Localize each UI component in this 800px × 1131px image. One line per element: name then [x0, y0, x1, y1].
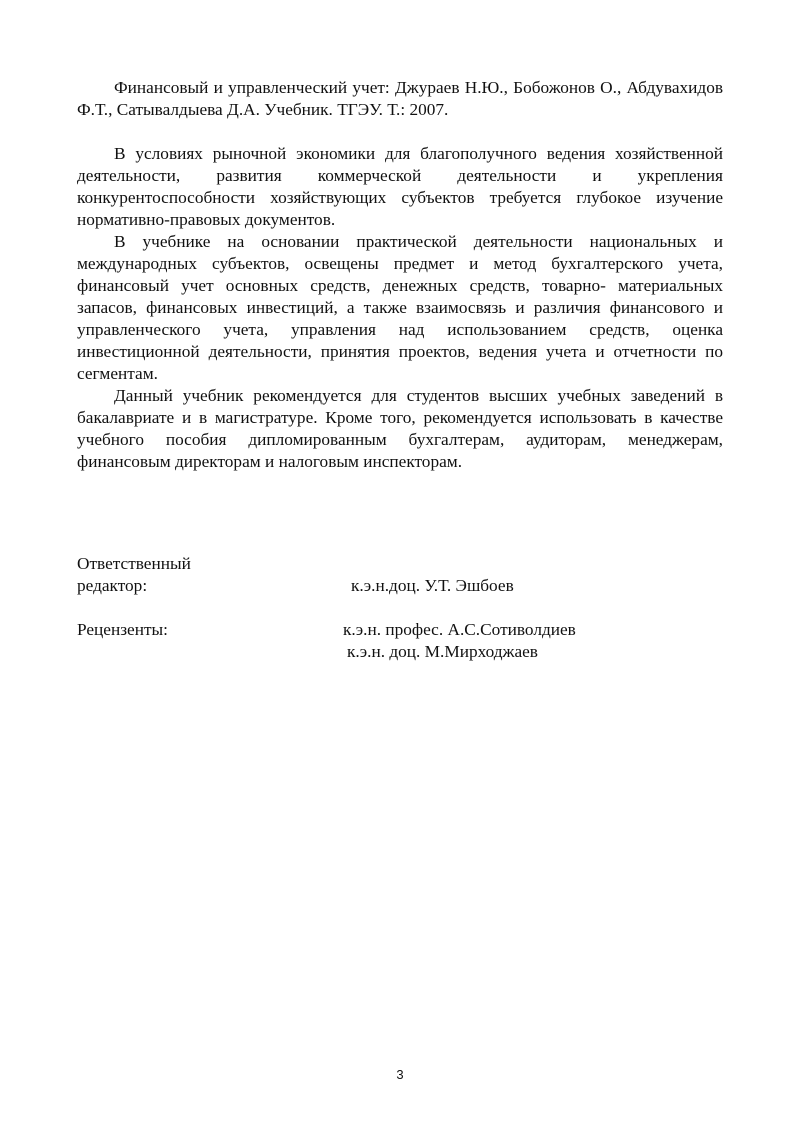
reviewer-name: к.э.н. профес. А.С.Сотиволдиев	[343, 620, 576, 639]
page-number: 3	[396, 1067, 404, 1082]
citation: Финансовый и управленческий учет: Джураев Н.Ю., Бобожонов О., Абдувахидов Ф.Т., Сатывалдыева Д.А. Учебник. ТГЭУ. Т.: 2007.	[77, 78, 723, 119]
reviewers-credit	[77, 619, 723, 663]
editor-name: к.э.н.доц. У.Т. Эшбоев	[351, 576, 514, 595]
reviewers-label: Рецензенты:	[77, 620, 168, 639]
editor-label-line: Ответственный	[77, 554, 191, 573]
paragraph: В учебнике на основании практической деятельности национальных и международных субъектов, освещены предмет и метод бухгалтерского учета, финансовый учет основных средств, денежных средств, товарно- материальных запасов, финансовых инвестиций, а также взаимосвязь и различия финансового и управленческого учета, управления над использованием средств, оценка инвестиционной деятельности, принятия проектов, ведения учета и отчетности по сегментам.	[77, 232, 723, 383]
reviewer-name: к.э.н. доц. М.Мирходжаев	[347, 642, 538, 661]
editor-credit	[77, 553, 723, 597]
paragraph: В условиях рыночной экономики для благополучного ведения хозяйственной деятельности, развития коммерческой деятельности и укрепления конкурентоспособности хозяйствующих субъектов требуется глубокое изучение нормативно-правовых документов.	[77, 144, 723, 229]
editor-label	[77, 553, 327, 597]
paragraph: Данный учебник рекомендуется для студентов высших учебных заведений в бакалавриате и в магистратуре. Кроме того, рекомендуется использовать в качестве учебного пособия дипломированным бухгалтерам, аудиторам, менеджерам, финансовым директорам и налоговым инспекторам.	[77, 386, 723, 471]
body-text	[77, 143, 723, 473]
editor-label-line: редактор:	[77, 576, 148, 595]
